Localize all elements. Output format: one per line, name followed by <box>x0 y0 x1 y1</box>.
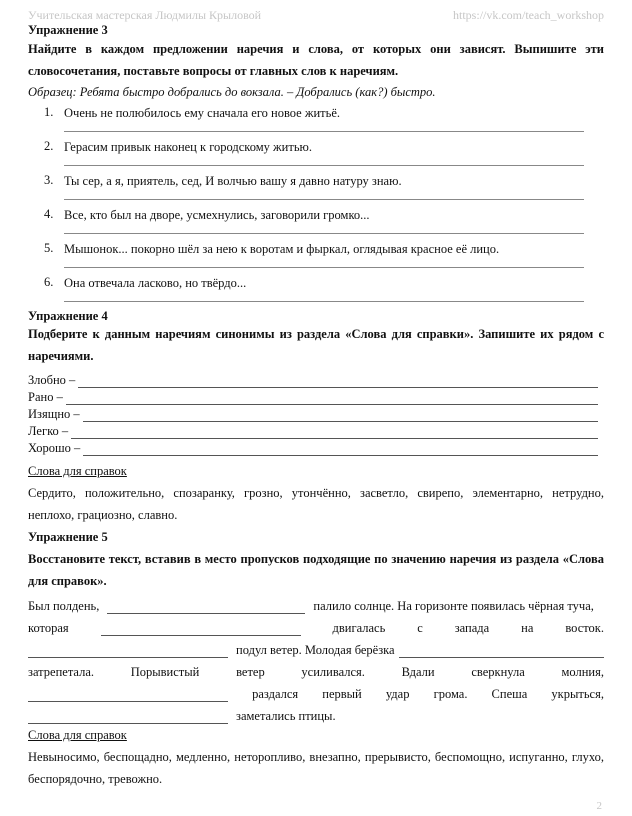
item-text: Герасим привык наконец к городскому житью. <box>64 140 312 154</box>
text-line-4 <box>28 658 604 680</box>
exercise-4-reference-words: Сердито, положительно, спозаранку, грозно, утончённо, засветло, свирепо, элементарно, нетрудно, неплохо, грациозно, славно. <box>28 486 604 522</box>
exercise-3-title: Упражнение 3 <box>28 23 108 37</box>
text-line-3 <box>28 636 604 658</box>
text-fragment: двигалась <box>332 621 386 635</box>
adverb-label: Легко – <box>28 424 69 438</box>
text-fragment: раздался <box>252 687 299 701</box>
text-fragment: Порывистый <box>130 665 200 679</box>
text-fragment: молния, <box>561 665 604 679</box>
item-number: 3. <box>44 173 54 187</box>
answer-line[interactable] <box>64 301 584 302</box>
exercise-3-sample: Образец: Ребята быстро добрались до вокзала. – Добрались (как?) быстро. <box>28 85 436 99</box>
list-item <box>28 241 604 275</box>
item-number: 4. <box>44 207 54 221</box>
page-number: 2 <box>596 800 602 812</box>
header-link[interactable]: https://vk.com/teach_workshop <box>453 8 604 22</box>
item-text: Очень не полюбилось ему сначала его новое житьё. <box>64 106 341 120</box>
answer-line[interactable] <box>64 131 584 132</box>
exercise-3-list <box>28 105 604 309</box>
text-fragment: запада <box>454 621 490 635</box>
answer-line[interactable] <box>64 267 584 268</box>
exercise-5-reference-words: Невыносимо, беспощадно, медленно, неторопливо, внезапно, прерывисто, беспомощно, испуганно, глухо, беспорядочно, тревожно. <box>28 750 604 786</box>
item-text: Ты сер, а я, приятель, сед, И волчью вашу я давно натуру знаю. <box>64 174 402 188</box>
text-fragment: заметались птицы. <box>236 709 336 723</box>
gap-blank[interactable] <box>399 645 604 658</box>
gap-blank[interactable] <box>101 623 301 636</box>
text-fragment: сверкнула <box>471 665 525 679</box>
text-fragment: затрепетала. <box>28 665 94 679</box>
synonym-row <box>28 439 604 456</box>
exercise-4-title: Упражнение 4 <box>28 309 108 323</box>
page-header <box>28 8 604 22</box>
list-item <box>28 207 604 241</box>
gap-blank[interactable] <box>28 711 228 724</box>
exercise-5-task: Восстановите текст, вставив в место пропусков подходящие по значению наречия из раздела «Слова для справок». <box>28 552 604 588</box>
synonym-row <box>28 388 604 405</box>
item-text: Она отвечала ласково, но твёрдо... <box>64 276 247 290</box>
exercise-5-title: Упражнение 5 <box>28 530 108 544</box>
gap-blank[interactable] <box>107 601 305 614</box>
item-text: Мышонок... покорно шёл за нею к воротам и фыркал, оглядывая красное её лицо. <box>64 242 500 256</box>
text-fragment: с <box>417 621 423 635</box>
synonym-answer-line[interactable] <box>83 409 598 422</box>
gap-blank[interactable] <box>28 645 228 658</box>
synonym-row <box>28 371 604 388</box>
text-fragment: на <box>521 621 534 635</box>
text-fragment: удар <box>385 687 410 701</box>
item-number: 1. <box>44 105 54 119</box>
text-line-2 <box>28 614 604 636</box>
text-fragment: ветер <box>236 665 265 679</box>
list-item <box>28 105 604 139</box>
item-text: Все, кто был на дворе, усмехнулись, заговорили громко... <box>64 208 370 222</box>
text-fragment: Был полдень, <box>28 599 100 613</box>
text-fragment: Вдали <box>401 665 435 679</box>
adverb-label: Злобно – <box>28 373 76 387</box>
list-item <box>28 173 604 207</box>
adverb-label: Хорошо – <box>28 441 81 455</box>
synonym-row <box>28 422 604 439</box>
item-number: 5. <box>44 241 54 255</box>
header-author: Учительская мастерская Людмилы Крыловой <box>28 8 262 22</box>
text-fragment: первый <box>322 687 362 701</box>
synonym-row <box>28 405 604 422</box>
text-line-1 <box>28 592 604 614</box>
worksheet <box>28 22 604 790</box>
list-item <box>28 275 604 309</box>
adverb-label: Рано – <box>28 390 63 404</box>
text-fragment: восток. <box>565 621 604 635</box>
synonym-answer-line[interactable] <box>71 426 598 439</box>
exercise-5-reference-title: Слова для справок <box>28 728 127 742</box>
exercise-3-task: Найдите в каждом предложении наречия и слова, от которых они зависят. Выпишите эти словосочетания, поставьте вопросы от главных слов к наречиям. <box>28 42 604 78</box>
text-fragment: Спеша <box>491 687 528 701</box>
list-item <box>28 139 604 173</box>
text-line-5 <box>28 680 604 702</box>
gap-blank[interactable] <box>28 689 228 702</box>
exercise-4-task: Подберите к данным наречиям синонимы из раздела «Слова для справки». Запишите их рядом с наречиями. <box>28 327 604 363</box>
synonym-answer-line[interactable] <box>83 443 598 456</box>
text-line-6 <box>28 702 604 724</box>
exercise-4-reference-title: Слова для справок <box>28 464 127 478</box>
item-number: 6. <box>44 275 54 289</box>
text-fragment: укрыться, <box>551 687 604 701</box>
synonym-answer-line[interactable] <box>78 375 598 388</box>
item-number: 2. <box>44 139 54 153</box>
text-fragment: которая <box>28 621 69 635</box>
text-fragment: усиливался. <box>301 665 365 679</box>
answer-line[interactable] <box>64 165 584 166</box>
text-fragment: палило солнце. На горизонте появилась чёрная туча, <box>313 599 594 613</box>
adverb-label: Изящно – <box>28 407 80 421</box>
synonym-answer-line[interactable] <box>66 392 598 405</box>
text-fragment: грома. <box>433 687 468 701</box>
text-fragment: подул ветер. Молодая берёзка <box>236 643 395 657</box>
answer-line[interactable] <box>64 233 584 234</box>
answer-line[interactable] <box>64 199 584 200</box>
